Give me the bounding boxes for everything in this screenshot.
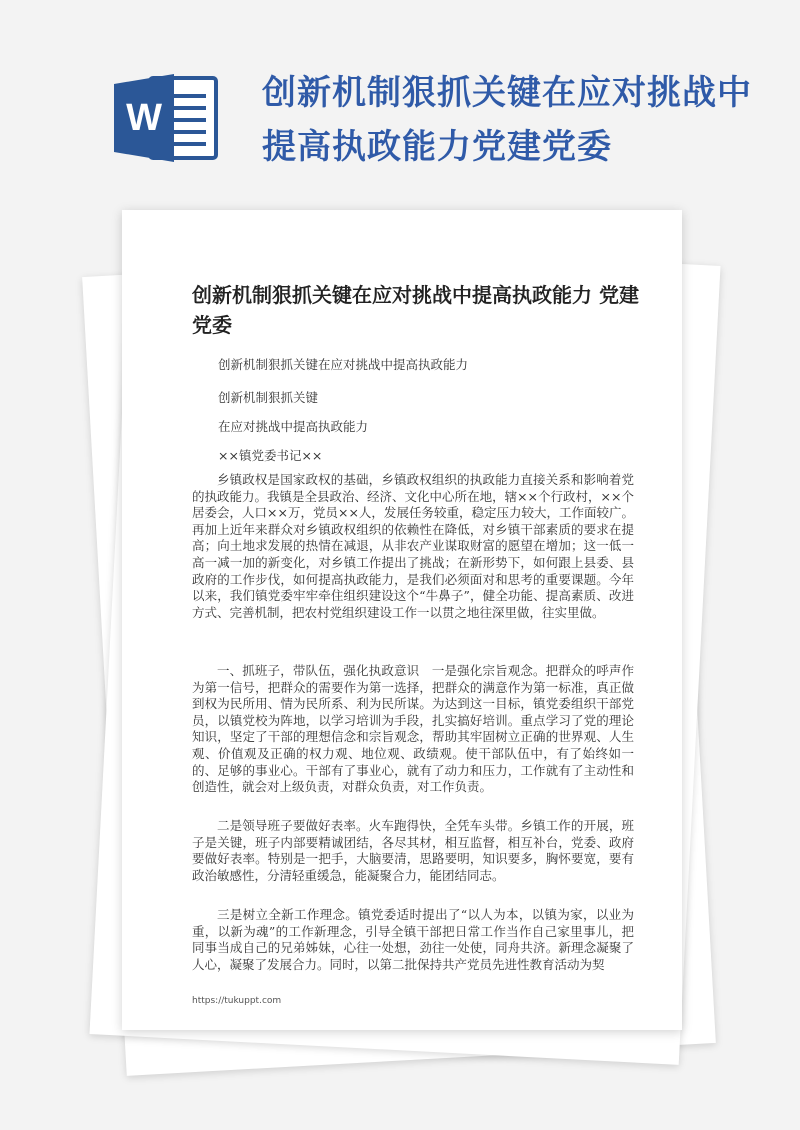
author-line: ××镇党委书记×× — [218, 448, 323, 463]
paragraph: 三是树立全新工作理念。镇党委适时提出了“以人为本，以镇为家，以业为重，以新为魂”的工作新理念，引导全镇干部把日常工作当作自己家里事儿，把同事当成自己的兄弟姊妹，心往一处想，劲往一处使，同舟共济。新理念凝聚了人心，凝聚了发展合力。同时，以第二批保持共产党员先进性教育活动为契 — [192, 907, 634, 972]
subtitle-line: 创新机制狠抓关键 — [218, 390, 319, 405]
word-logo-letter: W — [126, 97, 162, 139]
document-page — [122, 210, 682, 1030]
subtitle-line: 创新机制狠抓关键在应对挑战中提高执政能力 — [218, 357, 469, 372]
paragraph: 二是领导班子要做好表率。火车跑得快，全凭车头带。乡镇工作的开展，班子是关键，班子内部要精诚团结，各尽其材，相互监督，相互补台，党委、政府要做好表率。特别是一把手，大脑要清，思路要明，知识要多，胸怀要宽，要有政治敏感性，分清轻重缓急，能凝聚合力，能团结同志。 — [192, 818, 634, 883]
page-title: 创新机制狠抓关键在应对挑战中提高执政能力党建党委 — [262, 73, 752, 167]
document-title: 创新机制狠抓关键在应对挑战中提高执政能力 党建党委 — [192, 283, 639, 337]
footer-url: https://tukuppt.com — [192, 996, 282, 1006]
subtitle-line: 在应对挑战中提高执政能力 — [218, 419, 369, 434]
paragraph: 乡镇政权是国家政权的基础，乡镇政权组织的执政能力直接关系和影响着党的执政能力。我镇是全县政治、经济、文化中心所在地，辖××个行政村，××个居委会，人口××万，党员××人，发展任务较重，稳定压力较大，工作面较广。再加上近年来群众对乡镇政权组织的依赖性在降低，对乡镇干部素质的要求在提高；向土地求发展的热情在减退，从非农产业谋取财富的愿望在增加；这一低一高一减一加的新变化，对乡镇工作提出了挑战；在新形势下，如何跟上县委、县政府的工作步伐，如何提高执政能力，是我们必须面对和思考的重要课题。今年以来，我们镇党委牢牢牵住组织建设这个“牛鼻子”，健全功能、提高素质、改进方式、完善机制，把农村党组织建设工作一以贯之地往深里做，往实里做。 — [192, 472, 634, 620]
paragraph: 一、抓班子，带队伍，强化执政意识 一是强化宗旨观念。把群众的呼声作为第一信号，把群众的需要作为第一选择，把群众的满意作为第一标准，真正做到权为民所用、情为民所系、利为民所谋。为达到这一目标，镇党委组织干部党员，以镇党校为阵地，以学习培训为手段，扎实搞好培训。重点学习了党的理论知识，坚定了干部的理想信念和宗旨观念，帮助其牢固树立正确的世界观、人生观、价值观及正确的权力观、地位观、政绩观。使干部队伍中，有了始终如一的、足够的事业心。干部有了事业心，就有了动力和压力，工作就有了主动性和创造性，就会对上级负责，对群众负责，对工作负责。 — [192, 663, 634, 795]
word-document-icon — [112, 70, 220, 166]
